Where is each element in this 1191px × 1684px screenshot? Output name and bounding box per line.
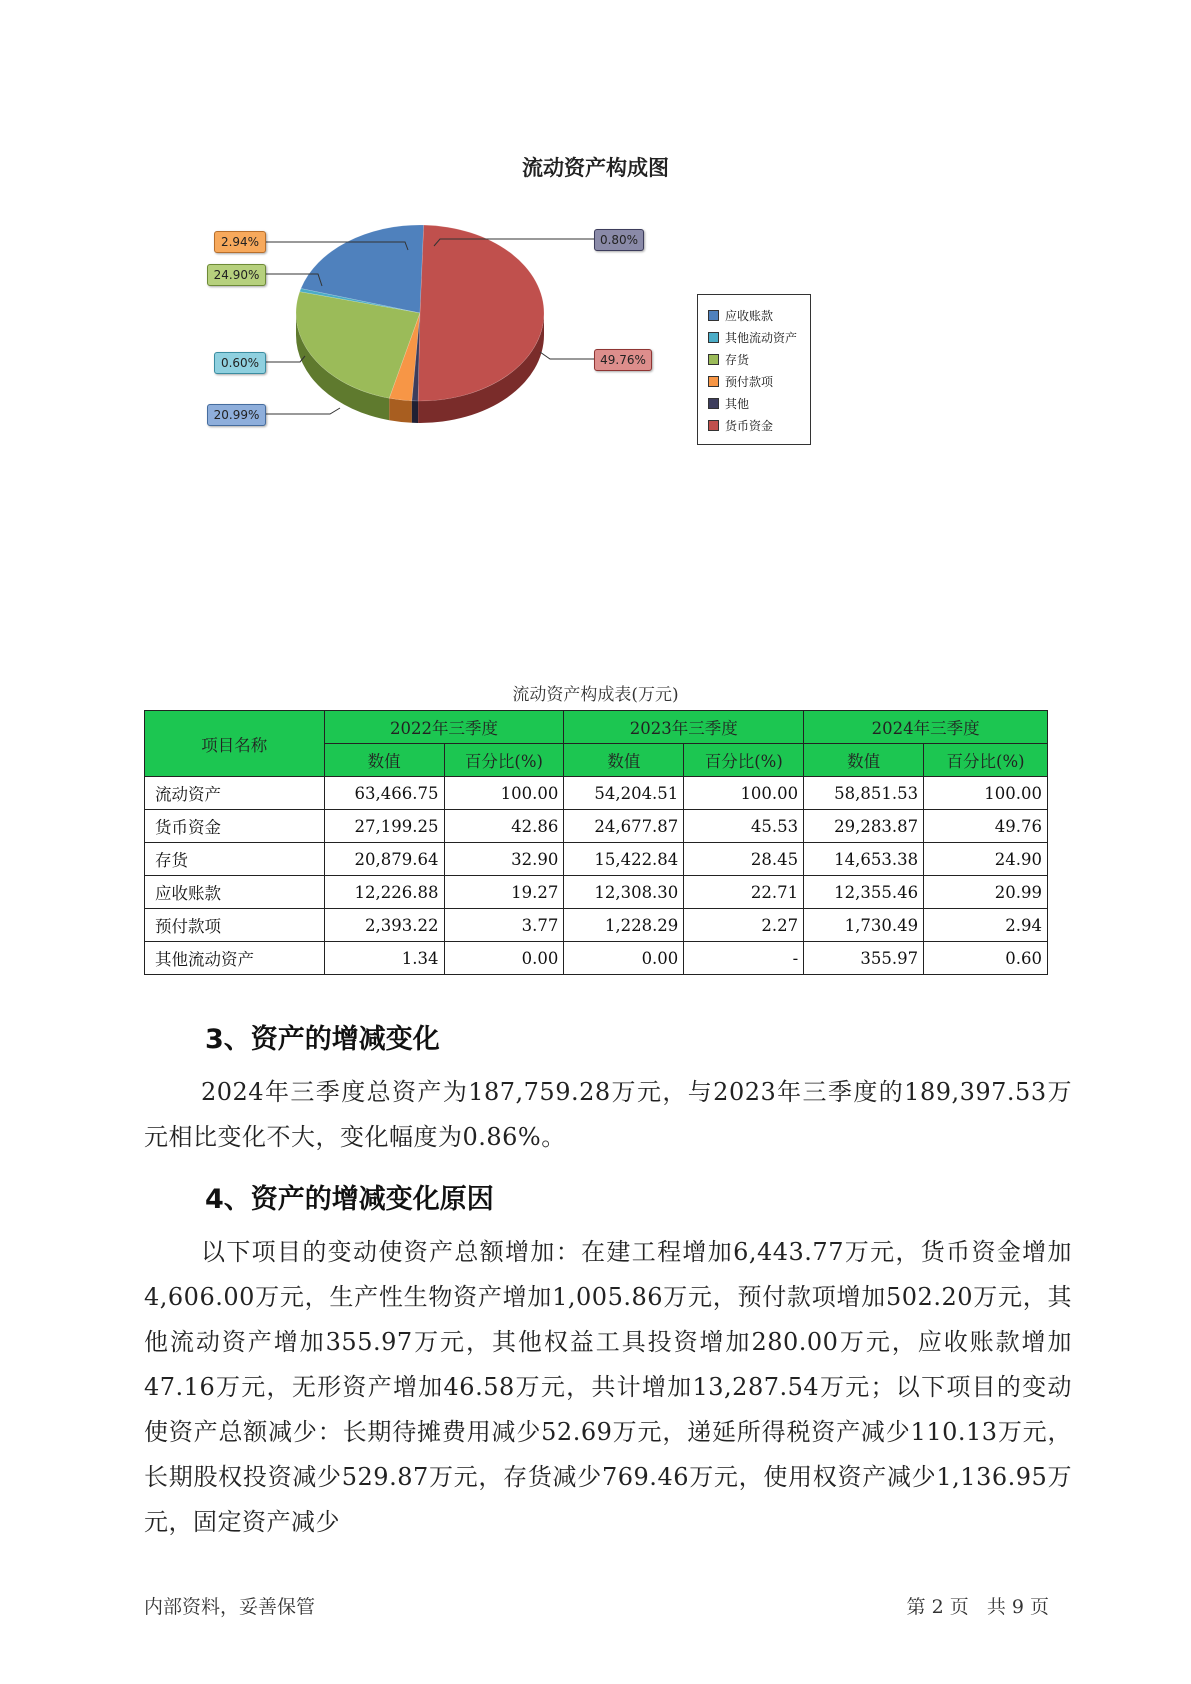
header-pct: 百分比(%) [684, 744, 804, 777]
leader-line [265, 408, 340, 414]
row-label: 其他流动资产 [145, 942, 325, 975]
row-label: 应收账款 [145, 876, 325, 909]
pie-side [412, 401, 418, 423]
cell-value: 2,393.22 [324, 909, 444, 942]
table-row [145, 777, 1048, 810]
cell-value: 27,199.25 [324, 810, 444, 843]
section-paragraph-3: 2024年三季度总资产为187,759.28万元，与2023年三季度的189,397.53万元相比变化不大，变化幅度为0.86%。 [144, 1078, 1072, 1151]
callout-prepaid: 2.94% [214, 231, 266, 253]
section-heading-4: 4、资产的增减变化原因 [205, 1184, 494, 1215]
legend-label: 其他流动资产 [725, 331, 798, 345]
header-value: 数值 [564, 744, 684, 777]
legend-item-other-current [708, 329, 797, 347]
legend-item-other [708, 395, 749, 413]
chart-title: 流动资产构成图 [522, 156, 669, 180]
leader-line [540, 352, 594, 359]
cell-value: 54,204.51 [564, 777, 684, 810]
callout-inventory: 24.90% [207, 264, 266, 286]
cell-percent: 100.00 [684, 777, 804, 810]
legend-item-inventory [708, 351, 749, 369]
cell-percent: 3.77 [444, 909, 564, 942]
cell-value: 20,879.64 [324, 843, 444, 876]
current-assets-table [144, 710, 1048, 975]
row-label: 存货 [145, 843, 325, 876]
cell-value: 63,466.75 [324, 777, 444, 810]
cell-percent: 2.94 [924, 909, 1048, 942]
callout-other-current: 0.60% [214, 352, 266, 374]
cell-value: 12,226.88 [324, 876, 444, 909]
cell-value: 24,677.87 [564, 810, 684, 843]
callout-other: 0.80% [594, 229, 644, 251]
cell-percent: 0.60 [924, 942, 1048, 975]
header-value: 数值 [804, 744, 924, 777]
cell-percent: 45.53 [684, 810, 804, 843]
legend-swatch [708, 376, 719, 387]
cell-value: 1,730.49 [804, 909, 924, 942]
legend-label: 其他 [725, 397, 750, 411]
legend-item-prepaid [708, 373, 773, 391]
row-label: 货币资金 [145, 810, 325, 843]
legend-swatch [708, 398, 719, 409]
chart-legend [697, 294, 811, 445]
legend-swatch [708, 420, 719, 431]
cell-value: 15,422.84 [564, 843, 684, 876]
legend-item-cash [708, 417, 773, 435]
header-pct: 百分比(%) [444, 744, 564, 777]
cell-percent: 22.71 [684, 876, 804, 909]
leader-line [265, 356, 305, 362]
pie-side [389, 398, 412, 423]
table-row [145, 843, 1048, 876]
cell-percent: 2.27 [684, 909, 804, 942]
table-caption: 流动资产构成表(万元) [512, 685, 679, 705]
row-label: 流动资产 [145, 777, 325, 810]
table-row [145, 942, 1048, 975]
cell-value: 14,653.38 [804, 843, 924, 876]
cell-percent: 24.90 [924, 843, 1048, 876]
legend-swatch [708, 310, 719, 321]
callout-receivables: 20.99% [207, 404, 266, 426]
table-row [145, 810, 1048, 843]
table-header-row [145, 711, 1048, 744]
cell-value: 0.00 [564, 942, 684, 975]
cell-percent: 19.27 [444, 876, 564, 909]
cell-value: 1,228.29 [564, 909, 684, 942]
legend-label: 应收账款 [725, 309, 774, 323]
legend-label: 预付款项 [725, 375, 774, 389]
legend-swatch [708, 332, 719, 343]
cell-percent: 20.99 [924, 876, 1048, 909]
legend-swatch [708, 354, 719, 365]
cell-percent: - [684, 942, 804, 975]
cell-value: 355.97 [804, 942, 924, 975]
cell-percent: 28.45 [684, 843, 804, 876]
header-period: 2024年三季度 [804, 711, 1048, 744]
header-period: 2023年三季度 [564, 711, 804, 744]
cell-value: 58,851.53 [804, 777, 924, 810]
section-heading-3: 3、资产的增减变化 [205, 1024, 440, 1055]
cell-percent: 49.76 [924, 810, 1048, 843]
header-pct: 百分比(%) [924, 744, 1048, 777]
cell-value: 12,308.30 [564, 876, 684, 909]
callout-cash: 49.76% [594, 349, 652, 371]
footer-page-number: 第 2 页 共 9 页 [906, 1596, 1049, 1618]
cell-percent: 100.00 [924, 777, 1048, 810]
cell-value: 29,283.87 [804, 810, 924, 843]
table-row [145, 876, 1048, 909]
header-period: 2022年三季度 [324, 711, 564, 744]
header-item-name: 项目名称 [145, 711, 325, 777]
cell-percent: 100.00 [444, 777, 564, 810]
legend-item-receivables [708, 307, 773, 325]
header-value: 数值 [324, 744, 444, 777]
section-paragraph-4: 以下项目的变动使资产总额增加：在建工程增加6,443.77万元，货币资金增加4,606.00万元，生产性生物资产增加1,005.86万元，预付款项增加502.20万元，其他流动资产增加355.97万元，其他权益工具投资增加280.00万元，应收账款增加47.16万元，无形资产增加46.58万元，共计增加13,287.54万元；以下项目的变动使资产总额减少：长期待摊费用减少52.69万元，递延所得税资产减少110.13万元，长期股权投资减少529.87万元，存货减少769.46万元，使用权资产减少1,136.95万元，固定资产减少 [144, 1238, 1072, 1536]
cell-value: 12,355.46 [804, 876, 924, 909]
row-label: 预付款项 [145, 909, 325, 942]
cell-percent: 42.86 [444, 810, 564, 843]
legend-label: 存货 [725, 353, 750, 367]
cell-percent: 0.00 [444, 942, 564, 975]
cell-percent: 32.90 [444, 843, 564, 876]
table-row [145, 909, 1048, 942]
footer-confidential: 内部资料，妥善保管 [144, 1596, 316, 1618]
legend-label: 货币资金 [725, 419, 774, 433]
cell-value: 1.34 [324, 942, 444, 975]
